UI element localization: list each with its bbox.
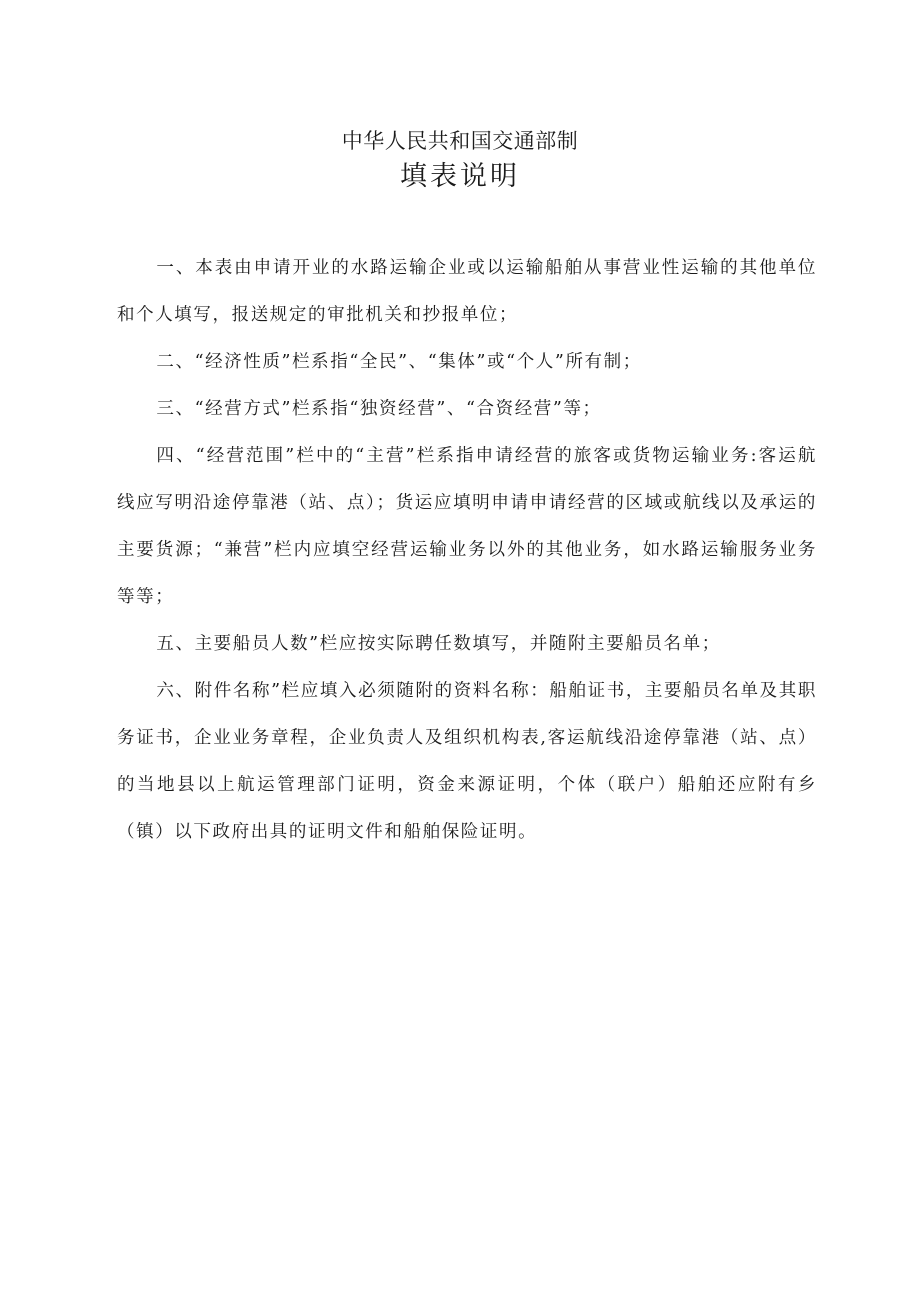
instruction-paragraph-3: 三、“经营方式”栏系指“独资经营”、“合资经营”等；	[156, 399, 602, 419]
instruction-paragraph-1: 一、本表由申请开业的水路运输企业或以运输船舶从事营业性运输的其他单位和个人填写，报送规定的审批机关和抄报单位；	[117, 258, 817, 325]
issuing-authority: 中华人民共和国交通部制	[341, 129, 579, 153]
instruction-paragraph-6: 六、附件名称”栏应填入必须随附的资料名称：船舶证书，主要船员名单及其职务证书，企业业务章程，企业负责人及组织机构表,客运航线沿途停靠港（站、点）的当地县以上航运管理部门证明，资金来源证明，个体（联户）船舶还应附有乡（镇）以下政府出具的证明文件和船舶保险证明。	[117, 681, 817, 842]
instructions-body	[117, 245, 817, 856]
instruction-paragraph-4: 四、“经营范围”栏中的“主营”栏系指申请经营的旅客或货物运输业务:客运航线应写明沿途停靠港（站、点）；货运应填明申请申请经营的区域或航线以及承运的主要货源；“兼营”栏内应填空经营运输业务以外的其他业务，如水路运输服务业务等等；	[117, 446, 817, 607]
instruction-paragraph-2: 二、“经济性质”栏系指“全民”、“集体”或“个人”所有制；	[156, 352, 642, 372]
page-title: 填表说明	[400, 161, 520, 192]
instruction-paragraph-5: 五、主要船员人数”栏应按实际聘任数填写，并随附主要船员名单；	[156, 634, 721, 654]
